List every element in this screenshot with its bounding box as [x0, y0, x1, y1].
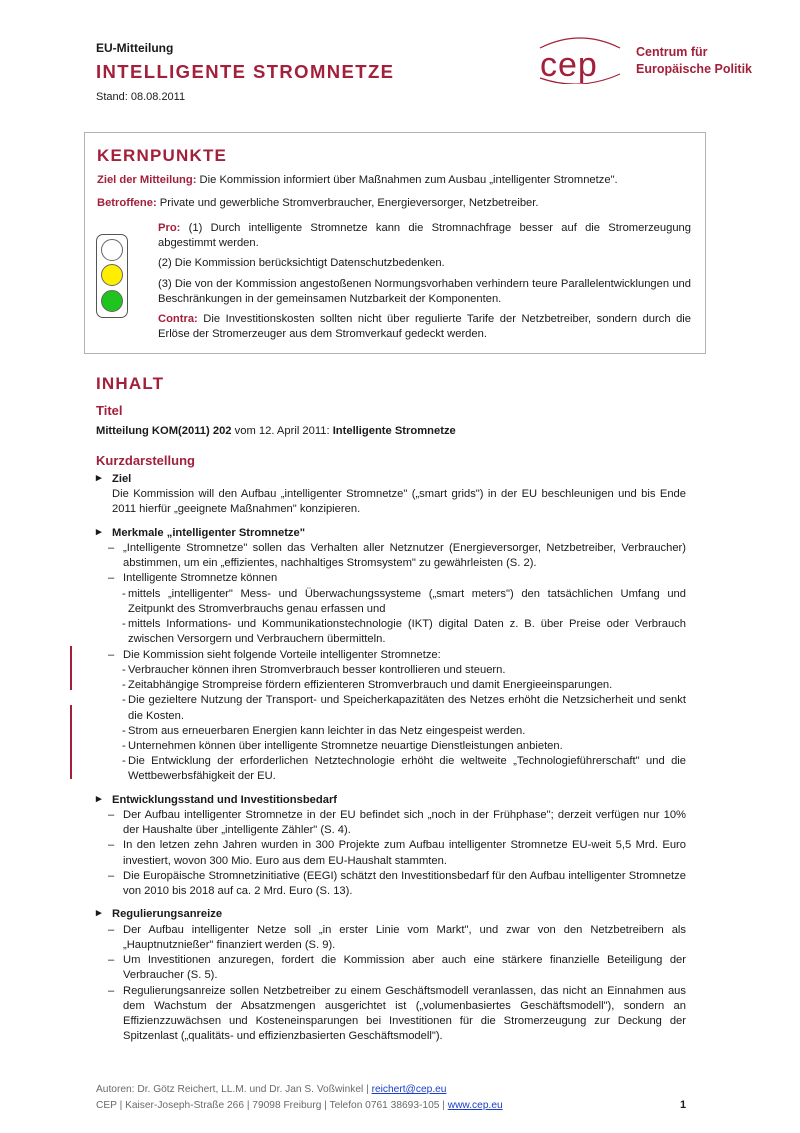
lamp-top — [101, 239, 123, 261]
sub-list-item: - Die gezieltere Nutzung der Transport- und Speicherkapazitäten des Netzes erhöht die Netzsicherheit und senkt die Kosten. — [123, 693, 686, 723]
list-item: – „Intelligente Stromnetze" sollen das Verhalten aller Netznutzer (Energieversorger, Netzbetreiber, Verbraucher) abstimmen, um ein „effizientes, nachhaltiges Stromsystem" zu gewährleisten (S. 2). — [112, 541, 686, 571]
website-link[interactable]: www.cep.eu — [447, 1099, 503, 1111]
change-bar — [70, 705, 72, 779]
list-item: – Der Aufbau intelligenter Netze soll „in erster Linie vom Markt", und zwar von den Netzbetreibern als „Hauptnutznießer" finanziert werden (S. 9). — [112, 923, 686, 953]
sub-list-item: - Die Entwicklung der erforderlichen Netztechnologie erhöht die weltweite „Technologieführerschaft" und die Wettbewerbsfähigkeit der EU. — [123, 754, 686, 784]
kernpunkte-box — [84, 132, 706, 354]
sub-list-item: - mittels „intelligenter" Mess- und Überwachungssysteme („smart meters") den tatsächlichen Umfang und Zeitpunkt des Stromverbrauchs genau erfassen und — [123, 587, 686, 617]
section-heading-entwicklung: ▸ Entwicklungsstand und Investitionsbedarf — [96, 793, 686, 808]
titel-line: Mitteilung KOM(2011) 202 vom 12. April 2011: Intelligente Stromnetze — [96, 425, 456, 437]
merkmale-list — [96, 541, 686, 785]
list-item: – Die Europäische Stromnetzinitiative (EEGI) schätzt den Investitionsbedarf für den Aufbau intelligenter Stromnetze von 2010 bis 2018 auf ca. 2 Mrd. Euro (S. 13). — [112, 869, 686, 899]
sub-list-item: - Zeitabhängige Strompreise fördern effizienteren Stromverbrauch und damit Energieeinsparungen. — [123, 678, 686, 693]
pro-point-3: (3) Die von der Kommission angestoßenen Normungsvorhaben verhindern teure Parallelentwicklungen und Beschränkungen in der gemeinsamen Nutzbarkeit der Komponenten. — [158, 277, 691, 305]
regulierung-list — [96, 923, 686, 1045]
kernpunkte-ziel: Ziel der Mitteilung: Die Kommission informiert über Maßnahmen zum Ausbau „intelligenter Stromnetze". — [97, 174, 618, 186]
lamp-bottom — [101, 290, 123, 312]
footer-authors: Autoren: Dr. Götz Reichert, LL.M. und Dr. Jan S. Voßwinkel | reichert@cep.eu — [96, 1084, 447, 1095]
pro-contra-block — [158, 221, 691, 348]
section-heading-regulierung: ▸ Regulierungsanreize — [96, 907, 686, 922]
section-heading-ziel: ▸ Ziel — [96, 472, 686, 487]
list-item: – Um Investitionen anzuregen, fordert die Kommission aber auch eine stärkere finanzielle Beteiligung der Verbraucher (S. 5). — [112, 953, 686, 983]
list-item: – Intelligente Stromnetze können - mittels „intelligenter" Mess- und Überwachungssysteme („smart meters") den tatsächlichen Umfang und Zeitpunkt des Stromverbrauchs genau erfassen und - mittels Informations- und Kommunikationstechnologie (IKT) digital Daten z. B. über Preise oder Verbrauch zwischen Versorgern und Verbrauchern übermitteln. — [112, 571, 686, 647]
section-text-ziel: Die Kommission will den Aufbau „intelligenter Stromnetze" („smart grids") in der EU beschleunigen und bis Ende 2011 hierfür „geeignete Maßnahmen" konzipieren. — [112, 488, 686, 516]
entwicklung-list — [96, 808, 686, 899]
footer-address: CEP | Kaiser-Joseph-Straße 266 | 79098 Freiburg | Telefon 0761 38693-105 | www.cep.eu — [96, 1099, 503, 1111]
kernpunkte-heading: KERNPUNKTE — [97, 146, 228, 165]
cep-logo — [520, 34, 760, 94]
list-item: – In den letzen zehn Jahren wurden in 300 Projekte zum Aufbau intelligenter Stromnetze EU-weit 5,5 Mrd. Euro investiert, wovon 300 Mio. Euro aus dem EU-Haushalt stammten. — [112, 838, 686, 868]
document-header — [96, 40, 516, 105]
kurzdarstellung-heading: Kurzdarstellung — [96, 453, 195, 468]
sub-list-item: - Strom aus erneuerbaren Energien kann leichter in das Netz eingespeist werden. — [123, 724, 686, 739]
traffic-light-icon — [96, 234, 128, 318]
page-number: 1 — [680, 1099, 687, 1111]
pro-point-1: Pro: (1) Durch intelligente Stromnetze kann die Stromnachfrage besser auf die Stromerzeugung abgestimmt werden. — [158, 222, 691, 250]
change-bar — [70, 646, 72, 690]
sub-list-item: - Unternehmen können über intelligente Stromnetze neuartige Dienstleistungen anbieten. — [123, 739, 686, 754]
sub-list-item: - mittels Informations- und Kommunikationstechnologie (IKT) digital Daten z. B. über Preise oder Verbrauch zwischen Versorgern und Verbrauchern übermitteln. — [123, 617, 686, 647]
page-footer — [96, 1082, 696, 1114]
list-item: – Die Kommission sieht folgende Vorteile intelligenter Stromnetze: - Verbraucher können ihren Stromverbrauch besser kontrollieren und steuern. - Zeitabhängige Strompreise fördern effizienteren Stromverbrauch und damit Energieeinsparungen. - Die gezieltere Nutzung der Transport- und Speicherkapazitäten des Netzes erhöht die Netzsicherheit und senkt die Kosten. - Strom aus erneuerbaren Energien kann leichter in das Netz eingespeist werden. - Unternehmen können über intelligente Stromnetze neuartige Dienstleistungen anbieten. - Die Entwicklung der erforderlichen Netztechnologie erhöht die weltweite „Technologieführerschaft" und die Wettbewerbsfähigkeit der EU. — [112, 648, 686, 785]
inhalt-heading: INHALT — [96, 374, 165, 393]
document-date: Stand: 08.08.2011 — [96, 91, 186, 104]
pro-point-2: (2) Die Kommission berücksichtigt Datenschutzbedenken. — [158, 257, 445, 270]
document-type: EU-Mitteilung — [96, 41, 174, 55]
kernpunkte-betroffene: Betroffene: Private und gewerbliche Stromverbraucher, Energieversorger, Netzbetreiber. — [97, 197, 539, 209]
titel-heading: Titel — [96, 403, 123, 418]
sub-list-item: - Verbraucher können ihren Stromverbrauch besser kontrollieren und steuern. — [123, 663, 686, 678]
kurzdarstellung-content — [96, 472, 686, 1044]
lamp-middle — [101, 264, 123, 286]
logo-wordmark: cep — [540, 46, 598, 84]
organization-name: Centrum für Europäische Politik — [636, 45, 753, 76]
list-item: – Der Aufbau intelligenter Stromnetze in der EU befindet sich „noch in der Frühphase"; derzeit verfügen nur 10% der Haushalte über „intelligente Zähler" (S. 4). — [112, 808, 686, 838]
document-title: INTELLIGENTE STROMNETZE — [96, 61, 395, 83]
list-item: – Regulierungsanreize sollen Netzbetreiber zu einem Geschäftsmodell veranlassen, das nicht an Einnahmen aus dem Wachstum der Absatzmengen ausgerichtet ist („volumenbasiertes Geschäftsmodell"), sondern an Effizienzzuwächsen und Kosteneinsparungen bei Investitionen für die Stromerzeugung zur Deckung der Spitzenlast („qualitäts- und effizienzbasierten Geschäftsmodell"). — [112, 984, 686, 1045]
section-heading-merkmale: ▸ Merkmale „intelligenter Stromnetze" — [96, 526, 686, 541]
contra-point: Contra: Die Investitionskosten sollten nicht über regulierte Tarife der Netzbetreiber, sondern durch die Erlöse der Stromerzeuger aus dem Stromverkauf gedeckt werden. — [158, 313, 691, 341]
email-link[interactable]: reichert@cep.eu — [371, 1084, 447, 1095]
